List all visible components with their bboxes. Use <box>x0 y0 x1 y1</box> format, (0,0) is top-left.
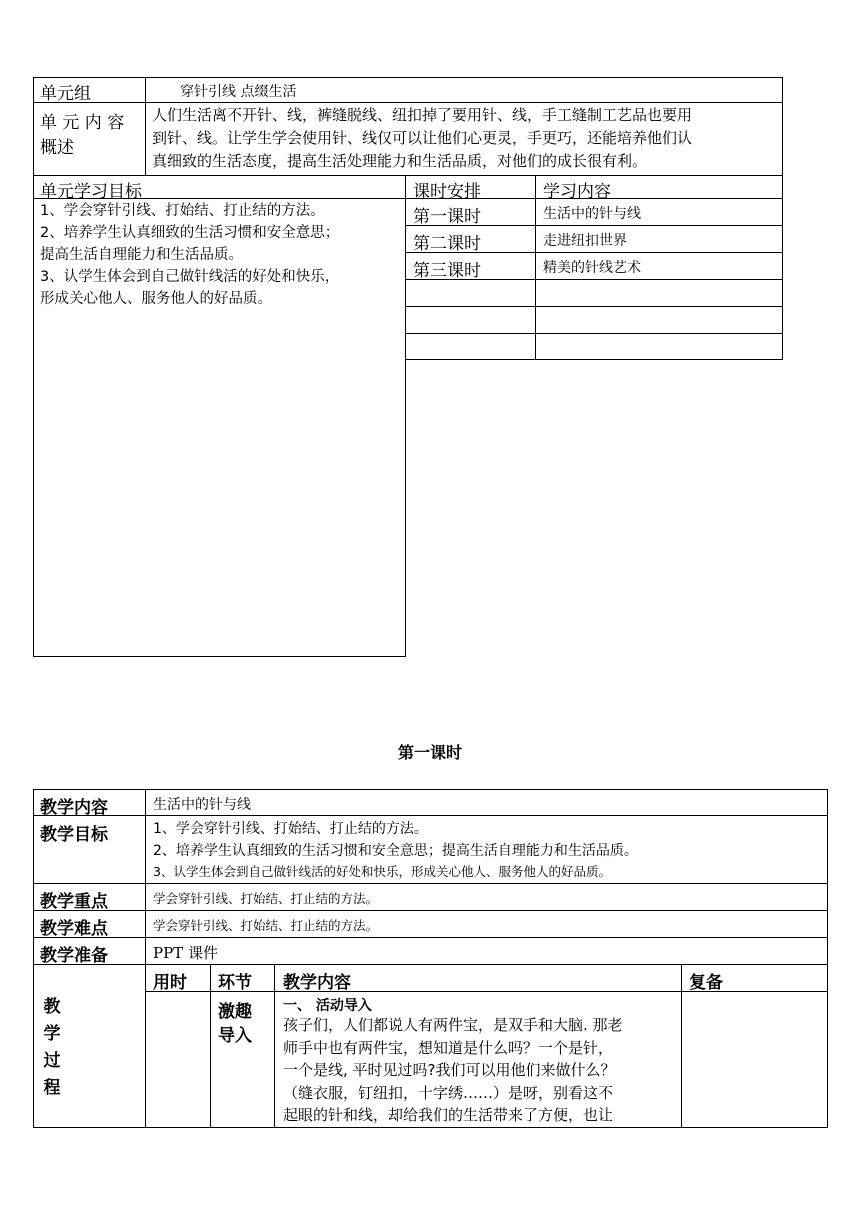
teaching-goals-text <box>153 818 823 881</box>
schedule-header: 课时安排 <box>413 182 481 202</box>
content-header: 学习内容 <box>543 182 611 202</box>
goal-line: 2、培养学生认真细致的生活习惯和安全意思；提高生活自理能力和生活品质。 <box>153 843 638 859</box>
overview-line: 真细致的生活态度，提高生活处理能力和生活品质，对他们的成长很有利。 <box>152 152 648 170</box>
teaching-prep-label: 教学准备 <box>40 946 108 966</box>
process-char: 学 <box>43 1024 61 1044</box>
activity-line: 起眼的针和线，却给我们的生活带来了方便，也让 <box>283 1106 614 1124</box>
divider <box>33 937 828 938</box>
process-char: 程 <box>43 1078 61 1098</box>
divider <box>33 910 828 911</box>
divider <box>405 175 783 176</box>
process-char: 过 <box>43 1051 61 1071</box>
divider <box>33 883 828 884</box>
col-time-header: 用时 <box>153 973 187 993</box>
divider <box>33 815 828 816</box>
activity-line: 孩子们，人们都说人有两件宝，是双手和大脑. 那老 <box>283 1016 623 1034</box>
step-name: 导入 <box>218 1026 252 1046</box>
teaching-prep-value: PPT 课件 <box>153 944 218 962</box>
teaching-content-label: 教学内容 <box>40 798 108 818</box>
goal-line: 1、学会穿针引线、打始结、打止结的方法。 <box>40 203 325 219</box>
lesson-title: 第一课时 <box>397 743 462 762</box>
divider <box>405 333 783 334</box>
col-step-header: 环节 <box>218 973 252 993</box>
unit-overview-text <box>152 104 777 173</box>
goal-line: 形成关心他人、服务他人的好品质。 <box>40 291 272 307</box>
activity-line: （缝衣服，钉纽扣，十字绣……）是呀，别看这不 <box>283 1083 614 1102</box>
goal-line: 2、培养学生认真细致的生活习惯和安全意思； <box>40 225 340 241</box>
activity-line: 师手中也有两件宝，想知道是什么吗？一个是针， <box>283 1038 614 1057</box>
teaching-difficulty-value: 学会穿针引线、打始结、打止结的方法。 <box>153 918 379 933</box>
unit-group-value: 穿针引线 点缀生活 <box>180 84 297 100</box>
unit-goals-header: 单元学习目标 <box>40 182 142 202</box>
divider <box>405 306 783 307</box>
activity-text <box>283 1014 678 1127</box>
goal-line: 1、学会穿针引线、打始结、打止结的方法。 <box>153 821 428 837</box>
activity-line: 一个是线, 平时见过吗?我们可以用他们来做什么？ <box>283 1061 616 1079</box>
divider <box>33 964 828 965</box>
lesson-period: 第三课时 <box>413 261 481 281</box>
lesson-period: 第一课时 <box>413 207 481 227</box>
col-content-header: 教学内容 <box>283 973 351 993</box>
goal-line: 提高生活自理能力和生活品质。 <box>40 247 243 263</box>
teaching-key-label: 教学重点 <box>40 892 108 912</box>
unit-group-label: 单元组 <box>40 84 91 104</box>
teaching-key-value: 学会穿针引线、打始结、打止结的方法。 <box>153 891 379 906</box>
divider <box>681 964 682 1128</box>
divider <box>210 964 211 1128</box>
divider <box>405 359 783 360</box>
lesson-content: 生活中的针与线 <box>543 206 641 222</box>
divider <box>33 198 783 199</box>
step-name: 激趣 <box>218 1002 252 1022</box>
col-review-header: 复备 <box>689 973 723 993</box>
goal-line: 3、认学生体会到自己做针线活的好处和快乐， <box>40 269 340 285</box>
activity-heading: 一、 活动导入 <box>283 998 372 1014</box>
unit-overview-label: 概述 <box>40 138 74 158</box>
lesson-content: 精美的针线艺术 <box>543 260 641 276</box>
overview-line: 到针、线。让学生学会使用针、线仅可以让他们心更灵，手更巧，还能培养他们认 <box>152 129 693 147</box>
teaching-goals-label: 教学目标 <box>40 825 108 845</box>
teaching-content-value: 生活中的针与线 <box>153 797 251 813</box>
teaching-difficulty-label: 教学难点 <box>40 919 108 939</box>
goal-line: 3、认学生体会到自己做针线活的好处和快乐，形成关心他人、服务他人的好品质。 <box>153 864 611 879</box>
lesson-content: 走进纽扣世界 <box>543 233 627 249</box>
divider <box>274 964 275 1128</box>
unit-overview-label: 单 元 内 容 <box>40 113 125 133</box>
process-char: 教 <box>43 997 61 1017</box>
teaching-process-label <box>42 994 62 1102</box>
lesson-period: 第二课时 <box>413 234 481 254</box>
overview-line: 人们生活离不开针、线，裤缝脱线、纽扣掉了要用针、线，手工缝制工艺品也要用 <box>152 106 693 124</box>
divider <box>145 789 146 1128</box>
unit-goals-text <box>40 200 402 310</box>
